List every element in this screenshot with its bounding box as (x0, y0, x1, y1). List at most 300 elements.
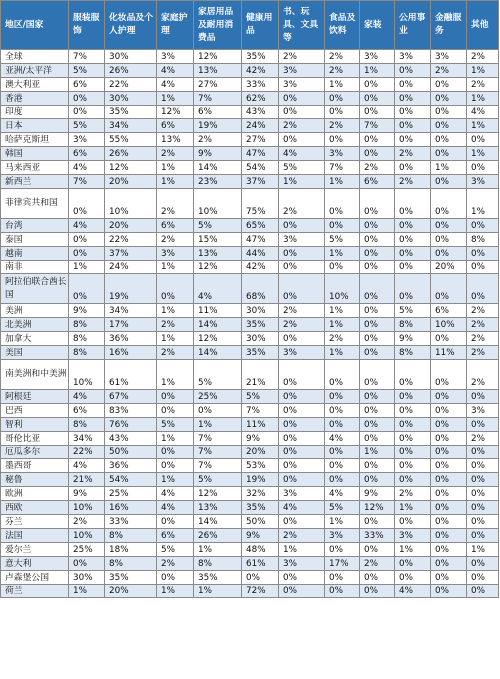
region-cell: 南非 (1, 260, 69, 274)
percent-cell-other: 0% (467, 246, 499, 260)
percent-cell-home-improvement: 0% (360, 360, 395, 390)
percent-cell-books-toys: 3% (279, 77, 325, 91)
percent-cell-other: 0% (467, 417, 499, 431)
percent-cell-financial-services: 1% (431, 161, 467, 175)
percent-cell-home-improvement: 7% (360, 119, 395, 133)
percent-cell-household-durables: 23% (194, 175, 242, 189)
percent-cell-household-durables: 14% (194, 346, 242, 360)
percent-cell-books-toys: 2% (279, 304, 325, 318)
percent-cell-other: 0% (467, 570, 499, 584)
percent-cell-food-beverage: 10% (325, 274, 360, 304)
percent-cell-books-toys: 3% (279, 556, 325, 570)
column-header-household-durables: 家居用品及耐用消费品 (194, 1, 242, 50)
percent-cell-apparel: 8% (69, 318, 105, 332)
percent-cell-financial-services: 0% (431, 274, 467, 304)
percent-cell-household-durables: 10% (194, 188, 242, 218)
region-cell: 阿根廷 (1, 390, 69, 404)
percent-cell-apparel: 6% (69, 403, 105, 417)
percent-cell-financial-services: 0% (431, 431, 467, 445)
percent-cell-books-toys: 3% (279, 487, 325, 501)
table-row (1, 515, 499, 529)
percent-cell-financial-services: 0% (431, 528, 467, 542)
table-row (1, 274, 499, 304)
percent-cell-home-improvement: 0% (360, 346, 395, 360)
percent-cell-household-durables: 12% (194, 332, 242, 346)
percent-cell-health: 11% (242, 417, 279, 431)
percent-cell-apparel: 8% (69, 332, 105, 346)
percent-cell-home-improvement: 0% (360, 91, 395, 105)
percent-cell-home-care: 1% (157, 304, 194, 318)
percent-cell-apparel: 4% (69, 390, 105, 404)
percent-cell-financial-services: 0% (431, 232, 467, 246)
column-header-home-care: 家庭护理 (157, 1, 194, 50)
percent-cell-utilities: 0% (395, 403, 431, 417)
percent-cell-home-improvement: 0% (360, 147, 395, 161)
percent-cell-household-durables: 2% (194, 133, 242, 147)
percent-cell-food-beverage: 3% (325, 147, 360, 161)
percent-cell-books-toys: 3% (279, 346, 325, 360)
table-row (1, 431, 499, 445)
percent-cell-health: 32% (242, 487, 279, 501)
table-row (1, 260, 499, 274)
percent-cell-household-durables: 14% (194, 161, 242, 175)
percent-cell-financial-services: 0% (431, 133, 467, 147)
table-row (1, 417, 499, 431)
percent-cell-health: 65% (242, 218, 279, 232)
region-cell: 荷兰 (1, 584, 69, 598)
region-cell: 卢森堡公国 (1, 570, 69, 584)
percent-cell-food-beverage: 2% (325, 63, 360, 77)
percent-cell-cosmetics: 61% (105, 360, 157, 390)
percent-cell-home-care: 0% (157, 515, 194, 529)
percent-cell-health: 30% (242, 332, 279, 346)
percent-cell-health: 62% (242, 91, 279, 105)
table-row (1, 459, 499, 473)
percent-cell-utilities: 0% (395, 246, 431, 260)
percent-cell-apparel: 4% (69, 161, 105, 175)
percent-cell-utilities: 0% (395, 91, 431, 105)
percent-cell-other: 1% (467, 542, 499, 556)
region-cell: 芬兰 (1, 515, 69, 529)
percent-cell-household-durables: 25% (194, 390, 242, 404)
percent-cell-financial-services: 0% (431, 91, 467, 105)
percent-cell-other: 2% (467, 431, 499, 445)
percent-cell-home-improvement: 0% (360, 473, 395, 487)
percent-cell-books-toys: 0% (279, 218, 325, 232)
percent-cell-other: 1% (467, 119, 499, 133)
percent-cell-books-toys: 0% (279, 584, 325, 598)
percent-cell-home-improvement: 0% (360, 77, 395, 91)
percent-cell-financial-services: 0% (431, 403, 467, 417)
table-row (1, 304, 499, 318)
percent-cell-food-beverage: 1% (325, 515, 360, 529)
percent-cell-books-toys: 3% (279, 232, 325, 246)
percent-cell-household-durables: 7% (194, 459, 242, 473)
percent-cell-household-durables: 13% (194, 63, 242, 77)
percent-cell-home-care: 1% (157, 431, 194, 445)
percent-cell-health: 30% (242, 304, 279, 318)
percent-cell-apparel: 0% (69, 274, 105, 304)
percent-cell-other: 2% (467, 50, 499, 64)
percent-cell-utilities: 0% (395, 570, 431, 584)
percent-cell-utilities: 0% (395, 431, 431, 445)
percent-cell-home-care: 2% (157, 318, 194, 332)
percent-cell-household-durables: 8% (194, 556, 242, 570)
region-cell: 越南 (1, 246, 69, 260)
percent-cell-cosmetics: 8% (105, 528, 157, 542)
percent-cell-apparel: 5% (69, 119, 105, 133)
percent-cell-utilities: 0% (395, 473, 431, 487)
percent-cell-apparel: 9% (69, 304, 105, 318)
table-row (1, 63, 499, 77)
percent-cell-books-toys: 0% (279, 332, 325, 346)
percent-cell-cosmetics: 50% (105, 445, 157, 459)
percent-cell-cosmetics: 19% (105, 274, 157, 304)
column-header-food-beverage: 食品及饮料 (325, 1, 360, 50)
percent-cell-apparel: 2% (69, 515, 105, 529)
percent-cell-food-beverage: 5% (325, 501, 360, 515)
percent-cell-home-improvement: 0% (360, 515, 395, 529)
percent-cell-health: 37% (242, 175, 279, 189)
percent-cell-home-improvement: 0% (360, 431, 395, 445)
percent-cell-health: 35% (242, 318, 279, 332)
percent-cell-utilities: 0% (395, 260, 431, 274)
percent-cell-books-toys: 0% (279, 91, 325, 105)
percent-cell-home-care: 5% (157, 542, 194, 556)
percent-cell-home-care: 4% (157, 77, 194, 91)
percent-cell-utilities: 0% (395, 119, 431, 133)
percent-cell-household-durables: 5% (194, 218, 242, 232)
percent-cell-home-care: 0% (157, 390, 194, 404)
percent-cell-books-toys: 0% (279, 260, 325, 274)
percent-cell-other: 2% (467, 77, 499, 91)
percent-cell-apparel: 0% (69, 188, 105, 218)
percent-cell-home-care: 2% (157, 346, 194, 360)
percent-cell-cosmetics: 54% (105, 473, 157, 487)
percent-cell-utilities: 0% (395, 360, 431, 390)
percent-cell-food-beverage: 3% (325, 528, 360, 542)
percent-cell-books-toys: 4% (279, 147, 325, 161)
percent-cell-cosmetics: 26% (105, 147, 157, 161)
region-cell: 巴西 (1, 403, 69, 417)
table-row (1, 218, 499, 232)
percent-cell-food-beverage: 17% (325, 556, 360, 570)
percent-cell-cosmetics: 83% (105, 403, 157, 417)
percent-cell-health: 7% (242, 403, 279, 417)
percent-cell-financial-services: 0% (431, 147, 467, 161)
region-cell: 美国 (1, 346, 69, 360)
column-header-home-improvement: 家装 (360, 1, 395, 50)
percent-cell-books-toys: 0% (279, 360, 325, 390)
percent-cell-household-durables: 13% (194, 246, 242, 260)
percent-cell-health: 33% (242, 77, 279, 91)
percent-cell-utilities: 0% (395, 515, 431, 529)
percent-cell-books-toys: 0% (279, 431, 325, 445)
percent-cell-financial-services: 0% (431, 584, 467, 598)
percent-cell-utilities: 2% (395, 147, 431, 161)
percent-cell-cosmetics: 8% (105, 556, 157, 570)
percent-cell-home-improvement: 6% (360, 175, 395, 189)
table-row (1, 50, 499, 64)
percent-cell-financial-services: 0% (431, 390, 467, 404)
percent-cell-other: 2% (467, 360, 499, 390)
percent-cell-utilities: 3% (395, 528, 431, 542)
percent-cell-home-improvement: 1% (360, 63, 395, 77)
percent-cell-other: 0% (467, 445, 499, 459)
percent-cell-utilities: 4% (395, 584, 431, 598)
percent-cell-apparel: 21% (69, 473, 105, 487)
percent-cell-household-durables: 7% (194, 431, 242, 445)
percent-cell-financial-services: 0% (431, 246, 467, 260)
percent-cell-household-durables: 9% (194, 147, 242, 161)
percent-cell-apparel: 0% (69, 105, 105, 119)
percent-cell-other: 0% (467, 390, 499, 404)
percent-cell-household-durables: 4% (194, 274, 242, 304)
table-row (1, 542, 499, 556)
percent-cell-home-care: 1% (157, 91, 194, 105)
percent-cell-food-beverage: 0% (325, 445, 360, 459)
percent-cell-home-improvement: 0% (360, 260, 395, 274)
percent-cell-utilities: 0% (395, 274, 431, 304)
percent-cell-cosmetics: 18% (105, 542, 157, 556)
percent-cell-other: 2% (467, 318, 499, 332)
percent-cell-home-care: 3% (157, 246, 194, 260)
percent-cell-financial-services: 3% (431, 50, 467, 64)
percent-cell-household-durables: 27% (194, 77, 242, 91)
percent-cell-books-toys: 4% (279, 501, 325, 515)
percent-cell-apparel: 8% (69, 417, 105, 431)
percent-cell-financial-services: 0% (431, 188, 467, 218)
region-cell: 美洲 (1, 304, 69, 318)
percent-cell-financial-services: 0% (431, 77, 467, 91)
percent-cell-financial-services: 20% (431, 260, 467, 274)
percent-cell-household-durables: 12% (194, 487, 242, 501)
table-row (1, 487, 499, 501)
percent-cell-cosmetics: 20% (105, 584, 157, 598)
percent-cell-home-care: 4% (157, 63, 194, 77)
region-cell: 香港 (1, 91, 69, 105)
table-row (1, 91, 499, 105)
percent-cell-apparel: 8% (69, 346, 105, 360)
region-cell: 印度 (1, 105, 69, 119)
percent-cell-household-durables: 5% (194, 473, 242, 487)
percent-cell-home-improvement: 0% (360, 570, 395, 584)
percent-cell-utilities: 2% (395, 487, 431, 501)
percent-cell-utilities: 0% (395, 445, 431, 459)
region-cell: 意大利 (1, 556, 69, 570)
column-header-books-toys: 书、玩具、文具等 (279, 1, 325, 50)
region-cell: 新西兰 (1, 175, 69, 189)
percent-cell-household-durables: 19% (194, 119, 242, 133)
percent-cell-other: 0% (467, 473, 499, 487)
percent-cell-home-improvement: 0% (360, 188, 395, 218)
percent-cell-financial-services: 0% (431, 515, 467, 529)
percent-cell-cosmetics: 30% (105, 91, 157, 105)
region-cell: 哈萨克斯坦 (1, 133, 69, 147)
percent-cell-books-toys: 1% (279, 542, 325, 556)
percent-cell-financial-services: 0% (431, 119, 467, 133)
percent-cell-apparel: 0% (69, 91, 105, 105)
percent-cell-home-care: 2% (157, 147, 194, 161)
table-row (1, 556, 499, 570)
table-row (1, 133, 499, 147)
table-row (1, 445, 499, 459)
percent-cell-cosmetics: 35% (105, 570, 157, 584)
percent-cell-utilities: 1% (395, 542, 431, 556)
percent-cell-apparel: 0% (69, 232, 105, 246)
percent-cell-food-beverage: 4% (325, 487, 360, 501)
region-cell: 秘鲁 (1, 473, 69, 487)
percent-cell-financial-services: 0% (431, 360, 467, 390)
percent-cell-other: 1% (467, 63, 499, 77)
percent-cell-home-care: 0% (157, 445, 194, 459)
percent-cell-other: 0% (467, 528, 499, 542)
region-cell: 北美洲 (1, 318, 69, 332)
percent-cell-home-care: 6% (157, 119, 194, 133)
table-row (1, 188, 499, 218)
percent-cell-other: 3% (467, 175, 499, 189)
region-cell: 加拿大 (1, 332, 69, 346)
percent-cell-other: 1% (467, 147, 499, 161)
percent-cell-health: 42% (242, 63, 279, 77)
percent-cell-apparel: 7% (69, 175, 105, 189)
percent-cell-home-care: 1% (157, 260, 194, 274)
percent-cell-home-care: 4% (157, 501, 194, 515)
percent-cell-home-improvement: 0% (360, 246, 395, 260)
percent-cell-home-improvement: 0% (360, 584, 395, 598)
percent-cell-cosmetics: 33% (105, 515, 157, 529)
percent-cell-food-beverage: 0% (325, 403, 360, 417)
percent-cell-health: 44% (242, 246, 279, 260)
percent-cell-food-beverage: 0% (325, 584, 360, 598)
table-row (1, 175, 499, 189)
percent-cell-financial-services: 0% (431, 417, 467, 431)
percent-cell-apparel: 1% (69, 260, 105, 274)
percent-cell-cosmetics: 12% (105, 161, 157, 175)
percent-cell-other: 0% (467, 487, 499, 501)
table-row (1, 390, 499, 404)
percent-cell-other: 1% (467, 91, 499, 105)
percent-cell-food-beverage: 2% (325, 332, 360, 346)
percent-cell-household-durables: 5% (194, 360, 242, 390)
percent-cell-apparel: 0% (69, 246, 105, 260)
percent-cell-apparel: 4% (69, 218, 105, 232)
percent-cell-food-beverage: 0% (325, 417, 360, 431)
region-cell: 阿拉伯联合酋长国 (1, 274, 69, 304)
percent-cell-financial-services: 0% (431, 175, 467, 189)
region-cell: 墨西哥 (1, 459, 69, 473)
percent-cell-books-toys: 1% (279, 175, 325, 189)
percent-cell-home-care: 0% (157, 570, 194, 584)
region-cell: 泰国 (1, 232, 69, 246)
percent-cell-apparel: 1% (69, 584, 105, 598)
percent-cell-home-care: 12% (157, 105, 194, 119)
percent-cell-apparel: 7% (69, 50, 105, 64)
percent-cell-household-durables: 7% (194, 445, 242, 459)
column-header-health: 健康用品 (242, 1, 279, 50)
region-cell: 欧洲 (1, 487, 69, 501)
percent-cell-utilities: 2% (395, 175, 431, 189)
percent-cell-utilities: 8% (395, 346, 431, 360)
percent-cell-books-toys: 0% (279, 390, 325, 404)
table-row (1, 246, 499, 260)
percent-cell-financial-services: 0% (431, 501, 467, 515)
percent-cell-home-care: 1% (157, 584, 194, 598)
percent-cell-food-beverage: 1% (325, 246, 360, 260)
percent-cell-health: 35% (242, 501, 279, 515)
region-cell: 爱尔兰 (1, 542, 69, 556)
percent-cell-other: 0% (467, 459, 499, 473)
region-cell: 亚洲/太平洋 (1, 63, 69, 77)
region-cell: 西欧 (1, 501, 69, 515)
percent-cell-books-toys: 0% (279, 570, 325, 584)
percent-cell-apparel: 22% (69, 445, 105, 459)
percent-cell-books-toys: 2% (279, 119, 325, 133)
percent-cell-household-durables: 1% (194, 542, 242, 556)
percent-cell-financial-services: 11% (431, 346, 467, 360)
percent-cell-apparel: 25% (69, 542, 105, 556)
table-body (1, 50, 499, 598)
percent-cell-apparel: 9% (69, 487, 105, 501)
percent-cell-cosmetics: 43% (105, 431, 157, 445)
percent-cell-apparel: 6% (69, 147, 105, 161)
percent-cell-other: 3% (467, 403, 499, 417)
table-row (1, 473, 499, 487)
percent-cell-food-beverage: 2% (325, 50, 360, 64)
percent-cell-food-beverage: 0% (325, 133, 360, 147)
percent-cell-cosmetics: 55% (105, 133, 157, 147)
percent-cell-cosmetics: 34% (105, 119, 157, 133)
percent-cell-health: 72% (242, 584, 279, 598)
table-row (1, 570, 499, 584)
column-header-other: 其他 (467, 1, 499, 50)
percent-cell-financial-services: 0% (431, 332, 467, 346)
percent-cell-health: 27% (242, 133, 279, 147)
percent-cell-financial-services: 0% (431, 487, 467, 501)
percent-cell-health: 35% (242, 50, 279, 64)
table-row (1, 77, 499, 91)
percent-cell-cosmetics: 34% (105, 304, 157, 318)
percent-cell-home-improvement: 0% (360, 133, 395, 147)
percent-cell-cosmetics: 30% (105, 50, 157, 64)
percent-cell-home-improvement: 33% (360, 528, 395, 542)
percent-cell-utilities: 0% (395, 232, 431, 246)
percent-cell-health: 43% (242, 105, 279, 119)
percent-cell-home-care: 13% (157, 133, 194, 147)
percent-cell-utilities: 1% (395, 501, 431, 515)
percent-cell-health: 9% (242, 431, 279, 445)
percent-cell-household-durables: 11% (194, 304, 242, 318)
percent-cell-home-improvement: 0% (360, 304, 395, 318)
percent-cell-cosmetics: 10% (105, 188, 157, 218)
percent-cell-home-improvement: 0% (360, 417, 395, 431)
percent-cell-food-beverage: 0% (325, 218, 360, 232)
percent-cell-other: 0% (467, 584, 499, 598)
table-row (1, 232, 499, 246)
percent-cell-cosmetics: 37% (105, 246, 157, 260)
percent-cell-utilities: 9% (395, 332, 431, 346)
percent-cell-books-toys: 2% (279, 50, 325, 64)
percent-cell-cosmetics: 20% (105, 175, 157, 189)
percent-cell-household-durables: 12% (194, 50, 242, 64)
percent-cell-food-beverage: 0% (325, 260, 360, 274)
percent-cell-other: 0% (467, 161, 499, 175)
percent-cell-other: 0% (467, 274, 499, 304)
percent-cell-food-beverage: 0% (325, 459, 360, 473)
percent-cell-home-care: 1% (157, 161, 194, 175)
table-row (1, 528, 499, 542)
percent-cell-books-toys: 0% (279, 459, 325, 473)
